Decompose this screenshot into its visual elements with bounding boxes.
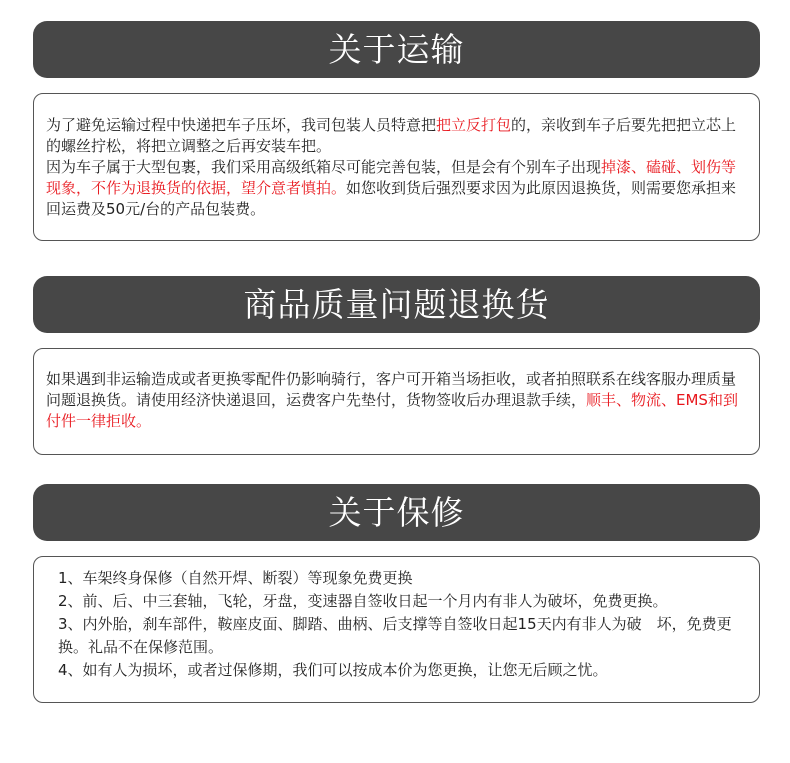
transport-highlight: 掉漆、磕碰、划伤等现象，不作为退换货的依据，望介意者慎拍。 [46, 158, 737, 197]
transport-info-box [33, 93, 760, 241]
warranty-item-4: 4、如有人为损坏，或者过保修期，我们可以按成本价为您更换，让您无后顾之忧。 [58, 661, 608, 679]
warranty-section-title: 关于保修 [328, 493, 465, 532]
quality-paragraph [46, 369, 747, 432]
quality-highlight: 顺丰、物流、EMS和到付件一律拒收。 [46, 391, 738, 430]
transport-highlight: 把立反打包 [436, 116, 512, 134]
transport-text: 如您收到货后强烈要求因为此原因退换货，则需要您承担来回运费及50元/台的产品包装费。 [46, 179, 737, 218]
transport-section-banner [33, 21, 760, 78]
warranty-info-box [33, 556, 760, 703]
warranty-item-2: 2、前、后、中三套轴，飞轮，牙盘，变速器自签收日起一个月内有非人为破坏，免费更换。 [58, 592, 668, 610]
transport-text: 因为车子属于大型包裹，我们采用高级纸箱尽可能完善包装，但是会有个别车子出现 [46, 158, 602, 176]
transport-text: 为了避免运输过程中快递把车子压坏，我司包装人员特意把 [46, 116, 437, 134]
transport-paragraph-1 [46, 115, 747, 157]
quality-text: 如果遇到非运输造成或者更换零配件仍影响骑行，客户可开箱当场拒收，或者拍照联系在线客服办理质量问题退换货。请使用经济快递退回，运费客户先垫付，货物签收后办理退款手续， [46, 370, 737, 409]
quality-section-banner [33, 276, 760, 333]
transport-section-title: 关于运输 [328, 30, 465, 69]
transport-text: 的，亲收到车子后要先把把立芯上的螺丝拧松，将把立调整之后再安装车把。 [46, 116, 737, 155]
quality-info-box [33, 348, 760, 455]
warranty-item-3: 3、内外胎，刹车部件，鞍座皮面、脚踏、曲柄、后支撑等自签收日起15天内有非人为破 坏，免费更换。礼品不在保修范围。 [58, 615, 732, 656]
quality-section-title: 商品质量问题退换货 [243, 285, 550, 324]
transport-paragraph-2 [46, 157, 747, 220]
warranty-item-1: 1、车架终身保修（自然开焊、断裂）等现象免费更换 [58, 569, 413, 587]
warranty-section-banner [33, 484, 760, 541]
